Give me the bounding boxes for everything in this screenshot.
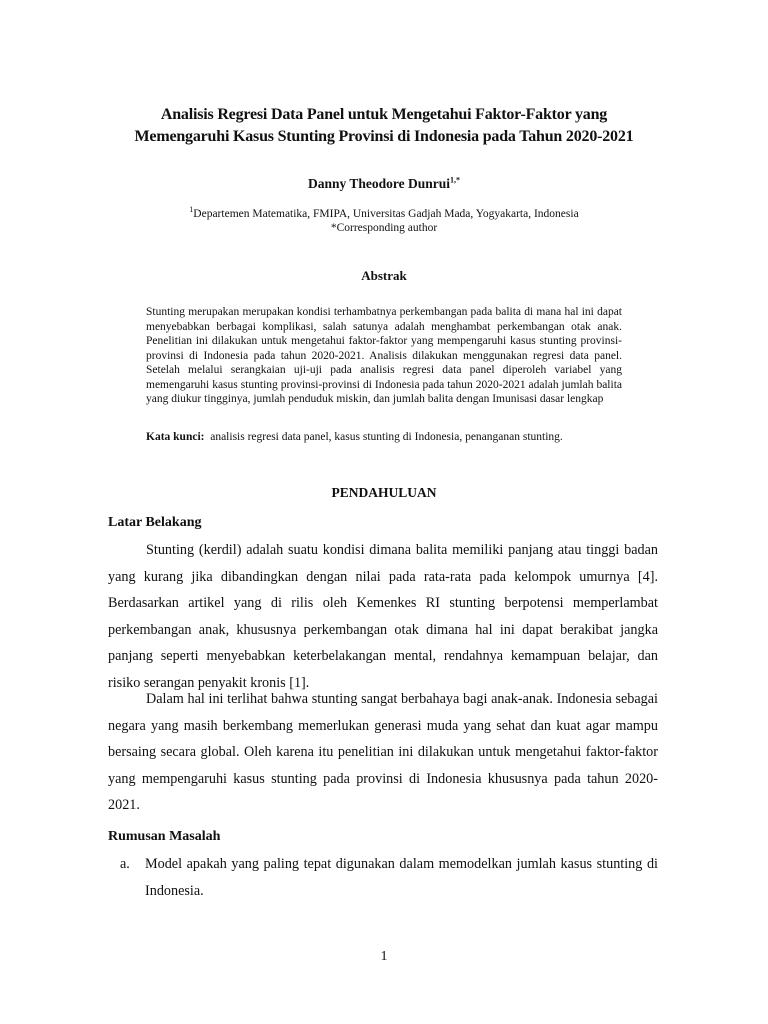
title-line-1: Analisis Regresi Data Panel untuk Mengetahui Faktor-Faktor yang (160, 106, 608, 123)
abstract-heading: Abstrak (361, 268, 407, 283)
section-heading: PENDAHULUAN (331, 485, 437, 500)
affiliation-text: Departemen Matematika, FMIPA, Universitas Gadjah Mada, Yogyakarta, Indonesia (193, 208, 579, 220)
paragraph-1: Stunting (kerdil) adalah suatu kondisi dimana balita memiliki panjang atau tinggi badan yang kurang jika dibandingkan dengan nilai pada rata-rata pada kelompok umurnya [4]. Berdasarkan artikel yang di rilis oleh Kemenkes RI stunting berpotensi memperlambat perkembangan anak, khususnya perkembangan otak dimana hal ini dapat berakibat jangka panjang seperti menyebabkan keterbelakangan mental, rendahnya kemampuan belajar, dan risiko serangan penyakit kronis [1]. (108, 542, 658, 691)
affiliation-mark: 1 (189, 205, 194, 215)
author-marks: 1,* (450, 175, 461, 185)
list-item-text: Model apakah yang paling tepat digunakan dalam memodelkan jumlah kasus stunting di Indonesia. (145, 856, 658, 899)
keywords-label: Kata kunci: (146, 431, 205, 443)
paragraph-2: Dalam hal ini terlihat bahwa stunting sangat berbahaya bagi anak-anak. Indonesia sebagai negara yang masih berkembang memerlukan generasi muda yang sehat dan kuat agar mampu bersaing secara global. Oleh karena itu penelitian ini dilakukan untuk mengetahui faktor-faktor yang mempengaruhi kasus stunting pada provinsi di Indonesia khususnya pada tahun 2020-2021. (108, 691, 658, 813)
author-name: Danny Theodore Dunrui (307, 176, 451, 191)
subheading-rumusan-masalah: Rumusan Masalah (108, 829, 221, 844)
author-line (0, 175, 768, 193)
abstract-text: Stunting merupakan merupakan kondisi terhambatnya perkembangan pada balita di mana hal ini dapat menyebabkan berbagai komplikasi, salah satunya adalah menghambat perkembangan otak anak. Penelitian ini dilakukan untuk mengetahui faktor-faktor yang mempengaruhi kasus stunting provinsi-provinsi di Indonesia pada tahun 2020-2021. Analisis dilakukan menggunakan regresi data panel. Setelah melalui serangkaian uji-uji pada analisis regresi data panel diperoleh variabel yang memengaruhi kasus stunting provinsi-provinsi di Indonesia pada tahun 2020-2021 adalah jumlah balita yang diukur tingginya, jumlah penduduk miskin, dan jumlah balita dengan Imunisasi dasar lengkap (146, 306, 622, 405)
title-line-2: Memengaruhi Kasus Stunting Provinsi di Indonesia pada Tahun 2020-2021 (134, 128, 634, 145)
corresponding-author-note: *Corresponding author (330, 222, 438, 234)
keywords-line (146, 430, 622, 445)
keywords-text: analisis regresi data panel, kasus stunting di Indonesia, penanganan stunting. (210, 431, 563, 443)
list-marker: a. (120, 856, 130, 872)
affiliation-block (0, 207, 768, 235)
list-item (108, 851, 658, 905)
page-number: 1 (380, 949, 388, 964)
affiliation-line (0, 207, 768, 221)
problem-list (108, 851, 658, 905)
paper-title (80, 104, 688, 148)
subheading-latar-belakang: Latar Belakang (108, 515, 202, 530)
